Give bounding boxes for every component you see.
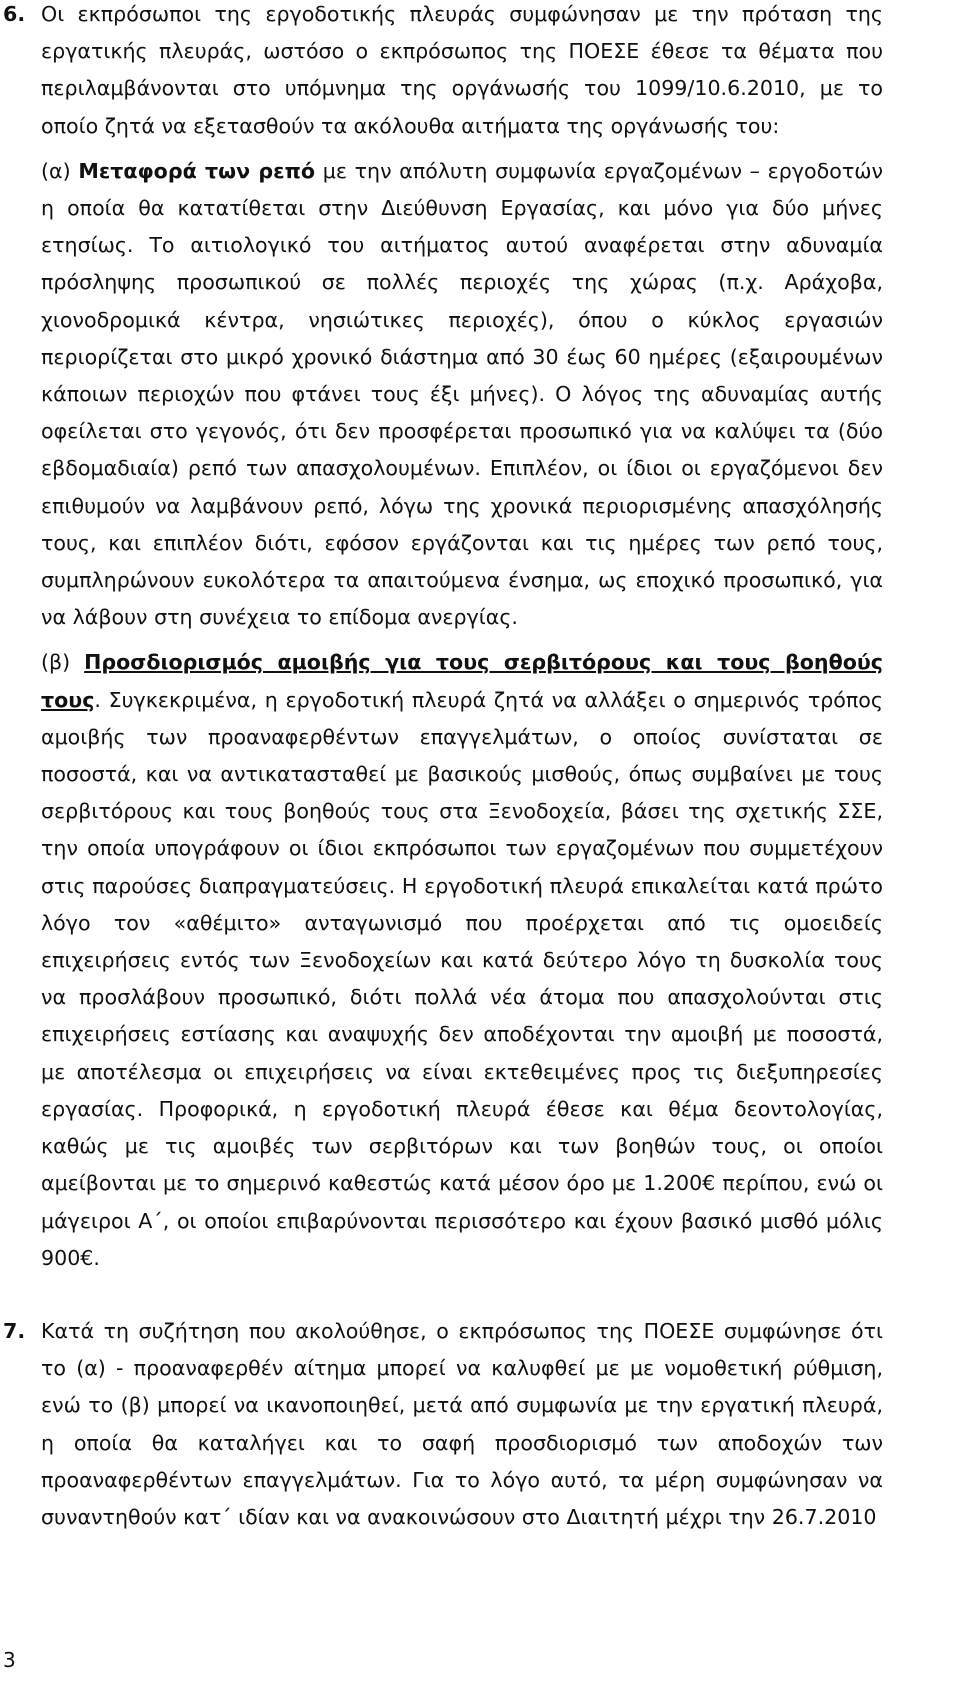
page-number: 3	[3, 1648, 16, 1672]
point-b-heading: Προσδιορισμός αμοιβής για τους σερβιτόρους και τους βοηθούς τους	[41, 650, 883, 712]
point-a-heading: Μεταφορά των ρεπό	[78, 158, 316, 183]
point-b-body: . Συγκεκριμένα, η εργοδοτική πλευρά ζητά να αλλάξει ο σημερινός τρόπος αμοιβής των προαναφερθέντων επαγγελμάτων, ο οποίος συνίσταται σε ποσοστά, και να αντικατασταθεί με βασικούς μισθούς, όπως συμβαίνει με τους σερβιτόρους και τους βοηθούς τους στα Ξενοδοχεία, βάσει της σχετικής ΣΣΕ, την οποία υπογράφουν οι ίδιοι εκπρόσωποι των εργαζομένων που συμμετέχουν στις παρούσες διαπραγματεύσεις. Η εργοδοτική πλευρά επικαλείται κατά πρώτο λόγο τον «αθέμιτο» ανταγωνισμό που προέρχεται από τις ομοειδείς επιχειρήσεις εντός των Ξενοδοχείων και κατά δεύτερο λόγο τη δυσκολία τους να προσλάβουν προσωπικό, διότι πολλά νέα άτομα που απασχολούνται στις επιχειρήσεις εστίασης και αναψυχής δεν αποδέχονται την αμοιβή με ποσοστά, με αποτέλεσμα οι επιχειρήσεις να είναι εκτεθειμένες προς τις διεξυπηρεσίες εργασίας. Προφορικά, η εργοδοτική πλευρά έθεσε και θέμα δεοντολογίας, καθώς με τις αμοιβές των σερβιτόρων και των βοηθών τους, οι οποίοι αμείβονται με το σημερινό καθεστώς κατά μέσον όρο με 1.200€ περίπου, ενώ οι μάγειροι Α΄, οι οποίοι επιβαρύνονται περισσότερο και έχουν βασικό μισθό μόλις 900€.	[41, 687, 883, 1270]
point-b-marker: (β)	[41, 650, 85, 675]
item-6-intro: Οι εκπρόσωποι της εργοδοτικής πλευράς συμφώνησαν με την πρόταση της εργατικής πλευράς, ωστόσο ο εκπρόσωπος της ΠΟΕΣΕ έθεσε τα θέματα που περιλαμβάνονται στο υπόμνημα της οργάνωσής του 1099/10.6.2010, με το οποίο ζητά να εξετασθούν τα ακόλουθα αιτήματα της οργάνωσής του:	[41, 2, 883, 138]
item-7-text: Κατά τη συζήτηση που ακολούθησε, ο εκπρόσωπος της ΠΟΕΣΕ συμφώνησε ότι το (α) - προαναφερθέν αίτημα μπορεί να καλυφθεί με με νομοθετική ρύθμιση, ενώ το (β) μπορεί να ικανοποιηθεί, μετά από συμφωνία με την εργατική πλευρά, η οποία θα καταλήγει και το σαφή προσδιορισμό των αποδοχών των προαναφερθέντων επαγγελμάτων. Για το λόγο αυτό, τα μέρη συμφώνησαν να συναντηθούν κατ΄ ιδίαν και να ανακοινώσουν στο Διαιτητή μέχρι την 26.7.2010	[41, 1319, 883, 1530]
item-6-point-b	[41, 644, 883, 1276]
item-7	[3, 1313, 883, 1536]
item-6	[3, 0, 883, 1277]
point-a-body: με την απόλυτη συμφωνία εργαζομένων – εργοδοτών η οποία θα κατατίθεται στην Διεύθυνση Εργασίας, και μόνο για δύο μήνες ετησίως. Το αιτιολογικό του αιτήματος αυτού αναφέρεται στην αδυναμία πρόσληψης προσωπικού σε πολλές περιοχές της χώρας (π.χ. Αράχοβα, χιονοδρομικά κέντρα, νησιώτικες περιοχές), όπου ο κύκλος εργασιών περιορίζεται στο μικρό χρονικό διάστημα από 30 έως 60 ημέρες (εξαιρουμένων κάποιων περιοχών που φτάνει τους έξι μήνες). Ο λόγος της αδυναμίας αυτής οφείλεται στο γεγονός, ότι δεν προσφέρεται προσωπικό για να καλύψει τα (δύο εβδομαδιαία) ρεπό των απασχολουμένων. Επιπλέον, οι ίδιοι οι εργαζόμενοι δεν επιθυμούν να λαμβάνουν ρεπό, λόγω της χρονικά περιορισμένης απασχόλησής τους, και επιπλέον διότι, εφόσον εργάζονται και τις ημέρες των ρεπό τους, συμπληρώνουν ευκολότερα τα απαιτούμενα ένσημα, ως εποχικό προσωπικό, για να λάβουν στη συνέχεια το επίδομα ανεργίας.	[41, 158, 883, 630]
point-a-marker: (α)	[41, 158, 79, 183]
item-6-point-a	[41, 153, 883, 637]
item-7-number: 7.	[3, 1319, 26, 1343]
item-6-number: 6.	[3, 2, 26, 26]
